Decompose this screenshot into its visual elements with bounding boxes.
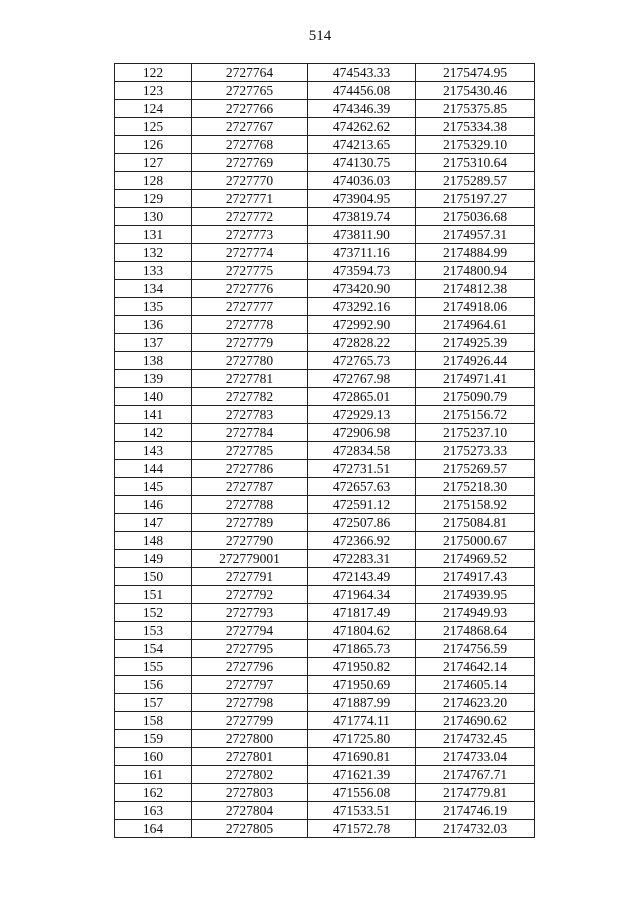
point-id-cell: 2727768 bbox=[192, 136, 308, 154]
x-coordinate-cell: 473811.90 bbox=[308, 226, 416, 244]
point-number-cell: 151 bbox=[115, 586, 192, 604]
point-number-cell: 147 bbox=[115, 514, 192, 532]
y-coordinate-cell: 2174642.14 bbox=[416, 658, 535, 676]
x-coordinate-cell: 474130.75 bbox=[308, 154, 416, 172]
table-row bbox=[115, 820, 535, 838]
point-number-cell: 164 bbox=[115, 820, 192, 838]
coordinates-table bbox=[114, 63, 535, 838]
point-id-cell: 2727790 bbox=[192, 532, 308, 550]
x-coordinate-cell: 473711.16 bbox=[308, 244, 416, 262]
point-number-cell: 149 bbox=[115, 550, 192, 568]
point-id-cell: 2727773 bbox=[192, 226, 308, 244]
table-row bbox=[115, 316, 535, 334]
point-id-cell: 2727795 bbox=[192, 640, 308, 658]
table-row bbox=[115, 586, 535, 604]
point-number-cell: 144 bbox=[115, 460, 192, 478]
table-row bbox=[115, 172, 535, 190]
y-coordinate-cell: 2174746.19 bbox=[416, 802, 535, 820]
point-id-cell: 2727779 bbox=[192, 334, 308, 352]
y-coordinate-cell: 2175289.57 bbox=[416, 172, 535, 190]
y-coordinate-cell: 2174926.44 bbox=[416, 352, 535, 370]
table-row bbox=[115, 658, 535, 676]
point-id-cell: 2727789 bbox=[192, 514, 308, 532]
point-number-cell: 142 bbox=[115, 424, 192, 442]
x-coordinate-cell: 472366.92 bbox=[308, 532, 416, 550]
x-coordinate-cell: 472591.12 bbox=[308, 496, 416, 514]
point-number-cell: 148 bbox=[115, 532, 192, 550]
y-coordinate-cell: 2174884.99 bbox=[416, 244, 535, 262]
point-id-cell: 2727777 bbox=[192, 298, 308, 316]
table-row bbox=[115, 694, 535, 712]
x-coordinate-cell: 472765.73 bbox=[308, 352, 416, 370]
point-number-cell: 159 bbox=[115, 730, 192, 748]
x-coordinate-cell: 474346.39 bbox=[308, 100, 416, 118]
point-id-cell: 2727802 bbox=[192, 766, 308, 784]
point-id-cell: 2727794 bbox=[192, 622, 308, 640]
x-coordinate-cell: 474456.08 bbox=[308, 82, 416, 100]
table-row bbox=[115, 82, 535, 100]
point-number-cell: 122 bbox=[115, 64, 192, 82]
table-row bbox=[115, 154, 535, 172]
point-id-cell: 2727771 bbox=[192, 190, 308, 208]
y-coordinate-cell: 2174767.71 bbox=[416, 766, 535, 784]
y-coordinate-cell: 2175430.46 bbox=[416, 82, 535, 100]
y-coordinate-cell: 2174917.43 bbox=[416, 568, 535, 586]
point-number-cell: 134 bbox=[115, 280, 192, 298]
x-coordinate-cell: 472731.51 bbox=[308, 460, 416, 478]
point-number-cell: 157 bbox=[115, 694, 192, 712]
y-coordinate-cell: 2175156.72 bbox=[416, 406, 535, 424]
y-coordinate-cell: 2174623.20 bbox=[416, 694, 535, 712]
point-number-cell: 145 bbox=[115, 478, 192, 496]
x-coordinate-cell: 474262.62 bbox=[308, 118, 416, 136]
y-coordinate-cell: 2175474.95 bbox=[416, 64, 535, 82]
x-coordinate-cell: 472283.31 bbox=[308, 550, 416, 568]
table-row bbox=[115, 676, 535, 694]
point-id-cell: 2727769 bbox=[192, 154, 308, 172]
point-id-cell: 2727804 bbox=[192, 802, 308, 820]
y-coordinate-cell: 2174732.03 bbox=[416, 820, 535, 838]
y-coordinate-cell: 2175000.67 bbox=[416, 532, 535, 550]
y-coordinate-cell: 2175158.92 bbox=[416, 496, 535, 514]
point-number-cell: 133 bbox=[115, 262, 192, 280]
table-row bbox=[115, 190, 535, 208]
point-number-cell: 140 bbox=[115, 388, 192, 406]
y-coordinate-cell: 2174971.41 bbox=[416, 370, 535, 388]
point-number-cell: 137 bbox=[115, 334, 192, 352]
x-coordinate-cell: 472507.86 bbox=[308, 514, 416, 532]
x-coordinate-cell: 473420.90 bbox=[308, 280, 416, 298]
table-row bbox=[115, 64, 535, 82]
point-number-cell: 141 bbox=[115, 406, 192, 424]
x-coordinate-cell: 473292.16 bbox=[308, 298, 416, 316]
point-number-cell: 125 bbox=[115, 118, 192, 136]
y-coordinate-cell: 2175375.85 bbox=[416, 100, 535, 118]
point-id-cell: 2727778 bbox=[192, 316, 308, 334]
point-id-cell: 2727783 bbox=[192, 406, 308, 424]
y-coordinate-cell: 2174957.31 bbox=[416, 226, 535, 244]
point-id-cell: 2727772 bbox=[192, 208, 308, 226]
table-row bbox=[115, 100, 535, 118]
x-coordinate-cell: 472992.90 bbox=[308, 316, 416, 334]
x-coordinate-cell: 471817.49 bbox=[308, 604, 416, 622]
point-id-cell: 2727775 bbox=[192, 262, 308, 280]
x-coordinate-cell: 472906.98 bbox=[308, 424, 416, 442]
point-id-cell: 2727780 bbox=[192, 352, 308, 370]
point-number-cell: 139 bbox=[115, 370, 192, 388]
point-number-cell: 158 bbox=[115, 712, 192, 730]
point-id-cell: 2727788 bbox=[192, 496, 308, 514]
y-coordinate-cell: 2174800.94 bbox=[416, 262, 535, 280]
x-coordinate-cell: 471621.39 bbox=[308, 766, 416, 784]
point-id-cell: 2727782 bbox=[192, 388, 308, 406]
y-coordinate-cell: 2174605.14 bbox=[416, 676, 535, 694]
x-coordinate-cell: 474543.33 bbox=[308, 64, 416, 82]
point-number-cell: 136 bbox=[115, 316, 192, 334]
table-row bbox=[115, 460, 535, 478]
table-row bbox=[115, 298, 535, 316]
table-row bbox=[115, 442, 535, 460]
y-coordinate-cell: 2174733.04 bbox=[416, 748, 535, 766]
point-number-cell: 135 bbox=[115, 298, 192, 316]
point-number-cell: 132 bbox=[115, 244, 192, 262]
point-id-cell: 2727805 bbox=[192, 820, 308, 838]
table-row bbox=[115, 118, 535, 136]
point-number-cell: 150 bbox=[115, 568, 192, 586]
x-coordinate-cell: 473819.74 bbox=[308, 208, 416, 226]
y-coordinate-cell: 2174949.93 bbox=[416, 604, 535, 622]
y-coordinate-cell: 2174732.45 bbox=[416, 730, 535, 748]
y-coordinate-cell: 2174812.38 bbox=[416, 280, 535, 298]
x-coordinate-cell: 473594.73 bbox=[308, 262, 416, 280]
y-coordinate-cell: 2174868.64 bbox=[416, 622, 535, 640]
x-coordinate-cell: 471572.78 bbox=[308, 820, 416, 838]
x-coordinate-cell: 471556.08 bbox=[308, 784, 416, 802]
point-id-cell: 2727781 bbox=[192, 370, 308, 388]
y-coordinate-cell: 2175090.79 bbox=[416, 388, 535, 406]
x-coordinate-cell: 472834.58 bbox=[308, 442, 416, 460]
table-row bbox=[115, 784, 535, 802]
table-row bbox=[115, 532, 535, 550]
point-id-cell: 2727796 bbox=[192, 658, 308, 676]
table-row bbox=[115, 604, 535, 622]
table-row bbox=[115, 622, 535, 640]
table-row bbox=[115, 514, 535, 532]
x-coordinate-cell: 472865.01 bbox=[308, 388, 416, 406]
table-row bbox=[115, 352, 535, 370]
x-coordinate-cell: 474036.03 bbox=[308, 172, 416, 190]
x-coordinate-cell: 472828.22 bbox=[308, 334, 416, 352]
y-coordinate-cell: 2175334.38 bbox=[416, 118, 535, 136]
table-row bbox=[115, 766, 535, 784]
table-row bbox=[115, 712, 535, 730]
x-coordinate-cell: 472143.49 bbox=[308, 568, 416, 586]
x-coordinate-cell: 471964.34 bbox=[308, 586, 416, 604]
y-coordinate-cell: 2174690.62 bbox=[416, 712, 535, 730]
y-coordinate-cell: 2174918.06 bbox=[416, 298, 535, 316]
table-row bbox=[115, 226, 535, 244]
x-coordinate-cell: 471690.81 bbox=[308, 748, 416, 766]
point-id-cell: 2727766 bbox=[192, 100, 308, 118]
point-number-cell: 146 bbox=[115, 496, 192, 514]
table-row bbox=[115, 388, 535, 406]
x-coordinate-cell: 471865.73 bbox=[308, 640, 416, 658]
point-id-cell: 2727784 bbox=[192, 424, 308, 442]
y-coordinate-cell: 2175218.30 bbox=[416, 478, 535, 496]
y-coordinate-cell: 2174969.52 bbox=[416, 550, 535, 568]
y-coordinate-cell: 2175237.10 bbox=[416, 424, 535, 442]
table-row bbox=[115, 496, 535, 514]
y-coordinate-cell: 2174939.95 bbox=[416, 586, 535, 604]
point-id-cell: 2727767 bbox=[192, 118, 308, 136]
point-number-cell: 160 bbox=[115, 748, 192, 766]
table-row bbox=[115, 568, 535, 586]
x-coordinate-cell: 471725.80 bbox=[308, 730, 416, 748]
point-id-cell: 2727776 bbox=[192, 280, 308, 298]
point-number-cell: 162 bbox=[115, 784, 192, 802]
y-coordinate-cell: 2174756.59 bbox=[416, 640, 535, 658]
table-row bbox=[115, 280, 535, 298]
point-number-cell: 130 bbox=[115, 208, 192, 226]
point-number-cell: 153 bbox=[115, 622, 192, 640]
table-row bbox=[115, 748, 535, 766]
x-coordinate-cell: 472929.13 bbox=[308, 406, 416, 424]
point-id-cell: 2727785 bbox=[192, 442, 308, 460]
table-row bbox=[115, 208, 535, 226]
y-coordinate-cell: 2174779.81 bbox=[416, 784, 535, 802]
x-coordinate-cell: 472767.98 bbox=[308, 370, 416, 388]
point-id-cell: 2727797 bbox=[192, 676, 308, 694]
point-number-cell: 128 bbox=[115, 172, 192, 190]
table-row bbox=[115, 730, 535, 748]
point-number-cell: 155 bbox=[115, 658, 192, 676]
x-coordinate-cell: 472657.63 bbox=[308, 478, 416, 496]
table-row bbox=[115, 334, 535, 352]
point-id-cell: 2727803 bbox=[192, 784, 308, 802]
point-number-cell: 129 bbox=[115, 190, 192, 208]
y-coordinate-cell: 2175310.64 bbox=[416, 154, 535, 172]
point-number-cell: 124 bbox=[115, 100, 192, 118]
point-number-cell: 123 bbox=[115, 82, 192, 100]
point-id-cell: 2727764 bbox=[192, 64, 308, 82]
x-coordinate-cell: 474213.65 bbox=[308, 136, 416, 154]
point-id-cell: 2727792 bbox=[192, 586, 308, 604]
point-number-cell: 156 bbox=[115, 676, 192, 694]
point-number-cell: 126 bbox=[115, 136, 192, 154]
y-coordinate-cell: 2175084.81 bbox=[416, 514, 535, 532]
y-coordinate-cell: 2175329.10 bbox=[416, 136, 535, 154]
point-id-cell: 2727793 bbox=[192, 604, 308, 622]
x-coordinate-cell: 471950.69 bbox=[308, 676, 416, 694]
y-coordinate-cell: 2175269.57 bbox=[416, 460, 535, 478]
point-number-cell: 163 bbox=[115, 802, 192, 820]
y-coordinate-cell: 2174925.39 bbox=[416, 334, 535, 352]
point-id-cell: 2727786 bbox=[192, 460, 308, 478]
y-coordinate-cell: 2175036.68 bbox=[416, 208, 535, 226]
x-coordinate-cell: 471950.82 bbox=[308, 658, 416, 676]
point-id-cell: 2727770 bbox=[192, 172, 308, 190]
point-id-cell: 2727791 bbox=[192, 568, 308, 586]
point-id-cell: 2727801 bbox=[192, 748, 308, 766]
point-number-cell: 138 bbox=[115, 352, 192, 370]
table-row bbox=[115, 262, 535, 280]
page-number: 514 bbox=[308, 28, 332, 44]
coordinates-table-body bbox=[115, 64, 535, 838]
point-number-cell: 152 bbox=[115, 604, 192, 622]
x-coordinate-cell: 471887.99 bbox=[308, 694, 416, 712]
point-number-cell: 143 bbox=[115, 442, 192, 460]
table-row bbox=[115, 550, 535, 568]
x-coordinate-cell: 471774.11 bbox=[308, 712, 416, 730]
point-id-cell: 272779001 bbox=[192, 550, 308, 568]
y-coordinate-cell: 2175197.27 bbox=[416, 190, 535, 208]
point-id-cell: 2727765 bbox=[192, 82, 308, 100]
point-id-cell: 2727800 bbox=[192, 730, 308, 748]
y-coordinate-cell: 2175273.33 bbox=[416, 442, 535, 460]
point-number-cell: 154 bbox=[115, 640, 192, 658]
table-row bbox=[115, 478, 535, 496]
x-coordinate-cell: 471533.51 bbox=[308, 802, 416, 820]
point-number-cell: 161 bbox=[115, 766, 192, 784]
point-number-cell: 127 bbox=[115, 154, 192, 172]
point-id-cell: 2727787 bbox=[192, 478, 308, 496]
point-number-cell: 131 bbox=[115, 226, 192, 244]
table-row bbox=[115, 244, 535, 262]
table-row bbox=[115, 802, 535, 820]
table-row bbox=[115, 136, 535, 154]
y-coordinate-cell: 2174964.61 bbox=[416, 316, 535, 334]
x-coordinate-cell: 473904.95 bbox=[308, 190, 416, 208]
table-row bbox=[115, 640, 535, 658]
table-row bbox=[115, 406, 535, 424]
x-coordinate-cell: 471804.62 bbox=[308, 622, 416, 640]
point-id-cell: 2727798 bbox=[192, 694, 308, 712]
point-id-cell: 2727774 bbox=[192, 244, 308, 262]
table-row bbox=[115, 424, 535, 442]
point-id-cell: 2727799 bbox=[192, 712, 308, 730]
table-row bbox=[115, 370, 535, 388]
